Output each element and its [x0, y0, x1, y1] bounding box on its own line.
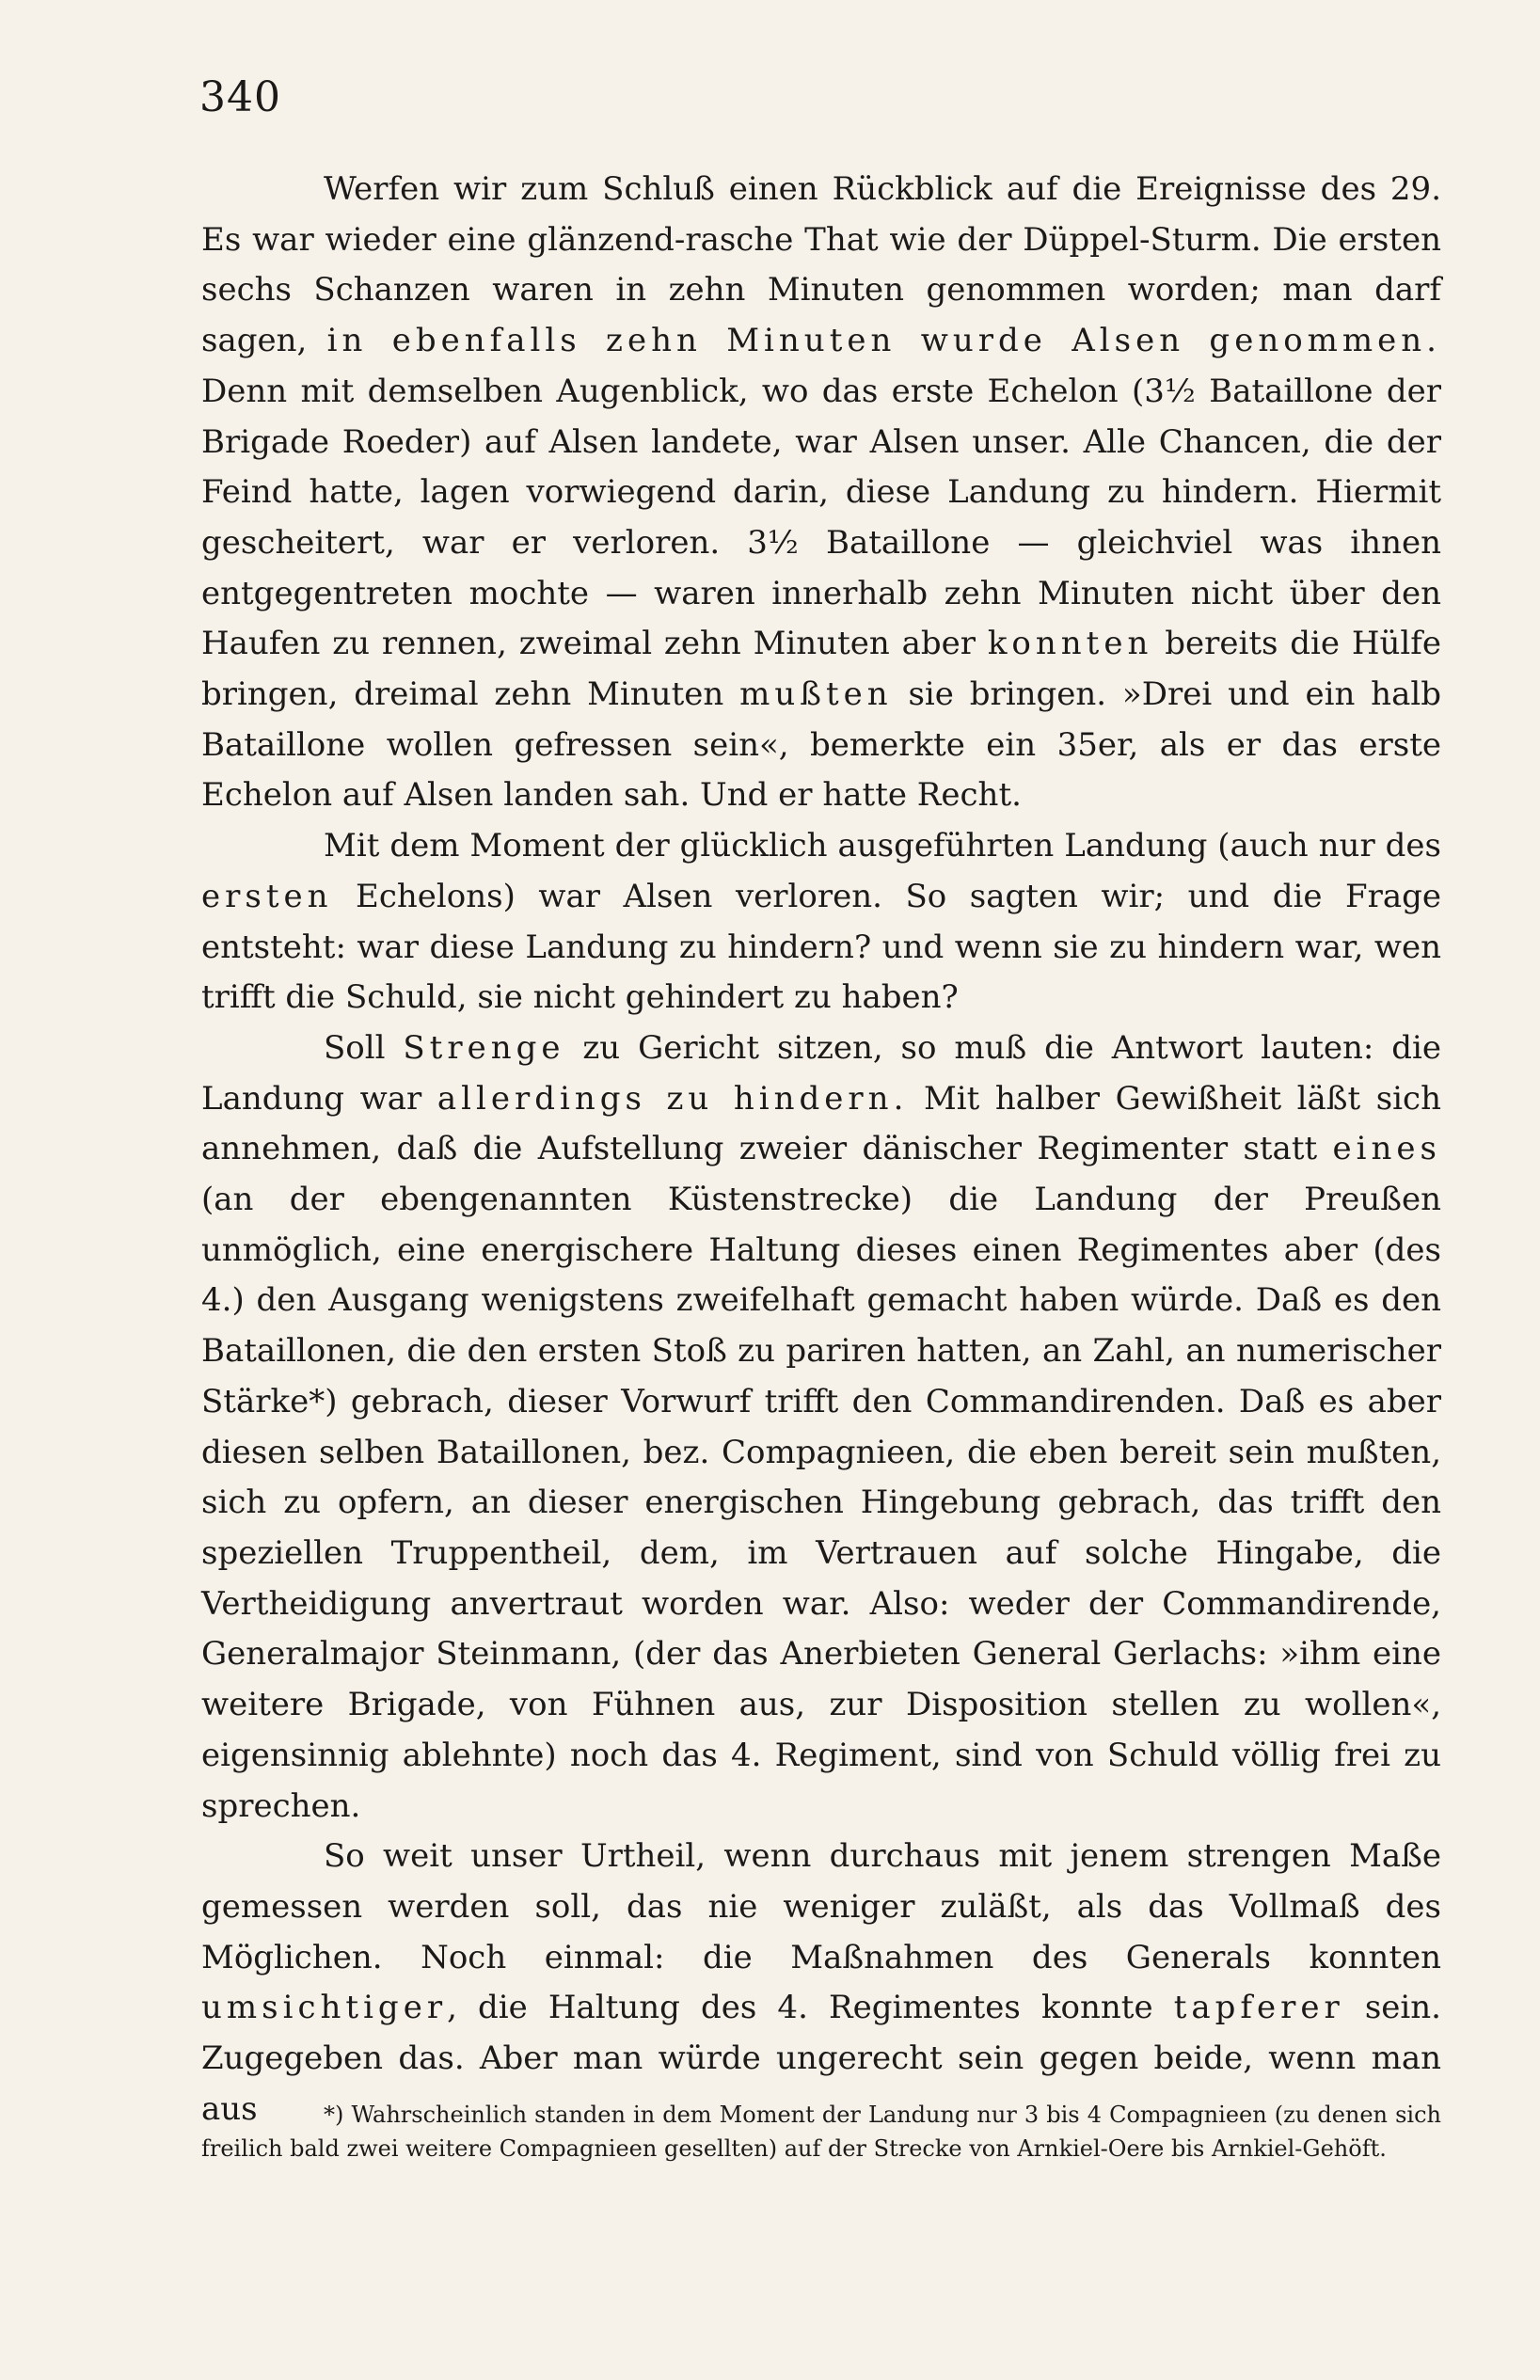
text-run: Echelons) war Alsen verloren. So sagten wir; und die Frage entsteht: war diese Landung zu hindern? und wenn sie zu hindern war, wen trifft die Schuld, sie nicht gehindert zu haben?: [201, 877, 1441, 1017]
emphasized-text: konnten: [987, 625, 1153, 663]
emphasized-text: ersten: [201, 877, 333, 915]
emphasized-text: eines: [1332, 1130, 1441, 1168]
text-run: (an der ebengenannten Küstenstrecke) die Landung der Preußen unmöglich, eine energischere Haltung dieses einen Regimentes aber (des 4.) den Ausgang wenigstens zweifelhaft gemacht haben würde. Daß es den Bataillonen, die den ersten Stoß zu pariren hatten, an Zahl, an numerischer Stärke*) gebrach, dieser Vorwurf trifft den Commandirenden. Daß es aber diesen selben Bataillonen, bez. Compagnieen, die eben bereit sein mußten, sich zu opfern, an dieser energischen Hingebung gebrach, das trifft den speziellen Truppentheil, dem, im Vertrauen auf solche Hingabe, die Vertheidigung anvertraut worden war. Also: weder der Commandirende, Generalmajor Steinmann, (der das Anerbieten General Gerlachs: »ihm eine weitere Brigade, von Fühnen aus, zur Disposition stellen zu wollen«, eigensinnig ablehnte) noch das 4. Regiment, sind von Schuld völlig frei zu sprechen.: [201, 1181, 1441, 1825]
emphasized-text: umsichtiger: [201, 1989, 448, 2027]
emphasized-text: Strenge: [403, 1028, 565, 1067]
text-run: Soll: [324, 1028, 404, 1067]
text-run: bereits die Hülfe bringen, dreimal zehn Minuten: [201, 625, 1441, 714]
body-text: [201, 165, 1441, 2134]
text-run: sein. Zugegeben das. Aber man würde ungerecht sein gegen beide, wenn man aus: [201, 1989, 1441, 2128]
text-run: Denn mit demselben Augenblick, wo das erste Echelon (3½ Bataillone der Brigade Roeder) auf Alsen landete, war Alsen unser. Alle Chancen, die der Feind hatte, lagen vorwiegend darin, diese Landung zu hindern. Hiermit gescheitert, war er verloren. 3½ Bataillone — gleichviel was ihnen entgegentreten mochte — waren innerhalb zehn Minuten nicht über den Haufen zu rennen, zweimal zehn Minuten aber: [201, 372, 1441, 663]
emphasized-text: allerdings zu hindern.: [437, 1079, 909, 1118]
page-number: 340: [199, 73, 281, 121]
text-run: So weit unser Urtheil, wenn durchaus mit jenem strengen Maße gemessen werden soll, das nie weniger zuläßt, als das Vollmaß des Möglichen. Noch einmal: die Maßnahmen des Generals konnten: [201, 1837, 1441, 1976]
emphasized-text: tapferer: [1173, 1989, 1344, 2027]
text-run: zu Gericht sitzen, so muß die Antwort lauten: die Landung war: [201, 1028, 1441, 1118]
paragraph: [201, 165, 1441, 821]
text-run: Mit halber Gewißheit läßt sich annehmen, daß die Aufstellung zweier dänischer Regimenter statt: [201, 1079, 1441, 1168]
text-run: Werfen wir zum Schluß einen Rückblick auf die Ereignisse des 29. Es war wieder eine glänzend-rasche That wie der Düppel-Sturm. Die ersten sechs Schanzen waren in zehn Minuten genommen worden; man darf sagen,: [201, 170, 1441, 360]
paragraph: [201, 1832, 1441, 2134]
paragraph: [201, 1023, 1441, 1832]
paragraph: [201, 821, 1441, 1023]
footnote-text: *) Wahrscheinlich standen in dem Moment der Landung nur 3 bis 4 Compagnieen (zu denen sich freilich bald zwei weitere Compagnieen gesellten) auf der Strecke von Arnkiel-Oere bis Arnkiel-Gehöft.: [201, 2102, 1441, 2162]
text-run: , die Haltung des 4. Regimentes konnte: [447, 1989, 1174, 2027]
text-run: sie bringen. »Drei und ein halb Bataillone wollen gefressen sein«, bemerkte ein 35er, als er das erste Echelon auf Alsen landen sah. Und er hatte Recht.: [201, 675, 1441, 815]
text-run: Mit dem Moment der glücklich ausgeführten Landung (auch nur des: [324, 827, 1441, 865]
emphasized-text: in ebenfalls zehn Minuten wurde Alsen genommen.: [326, 322, 1441, 360]
footnote: [201, 2098, 1441, 2166]
emphasized-text: mußten: [739, 675, 893, 714]
